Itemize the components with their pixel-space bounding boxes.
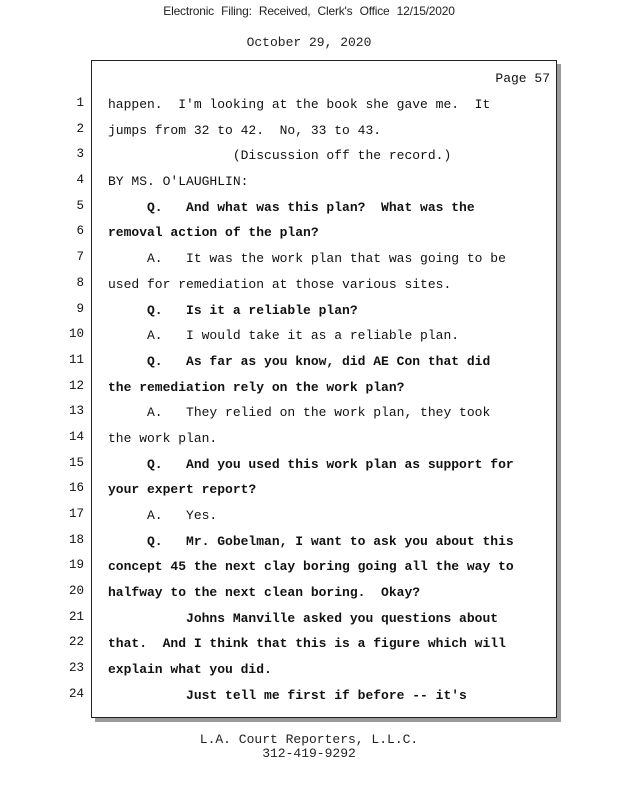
- line-number: 13: [68, 404, 84, 419]
- reporter-company: L.A. Court Reporters, L.L.C.: [199, 732, 419, 747]
- reporter-phone: 312-419-9292: [262, 746, 356, 761]
- transcript-line: (Discussion off the record.): [108, 148, 452, 164]
- transcript-line: Q. Mr. Gobelman, I want to ask you about this: [108, 533, 514, 549]
- line-number: 23: [68, 661, 84, 676]
- line-number: 6: [76, 224, 84, 239]
- transcript-line: A. It was the work plan that was going to be: [108, 251, 506, 267]
- line-number: 19: [68, 558, 84, 573]
- line-number: 10: [68, 327, 84, 342]
- transcript-line: used for remediation at those various sites.: [108, 276, 452, 292]
- line-number: 1: [76, 96, 84, 110]
- transcript-line: happen. I'm looking at the book she gave me. It: [108, 97, 491, 112]
- line-number: 3: [76, 147, 84, 162]
- line-number: 2: [76, 121, 84, 136]
- deposition-date: October 29, 2020: [246, 35, 372, 50]
- filing-stamp: Electronic Filing: Received, Clerk's Office 12/15/2020: [163, 4, 455, 18]
- line-number: 12: [68, 378, 84, 393]
- transcript-line: halfway to the next clean boring. Okay?: [108, 585, 421, 601]
- transcript-line: the remediation rely on the work plan?: [108, 379, 405, 395]
- transcript-line: concept 45 the next clay boring going all the way to: [108, 559, 514, 575]
- line-number: 17: [68, 507, 84, 521]
- transcript-lines: [108, 92, 548, 709]
- transcript-line: A. They relied on the work plan, they took: [108, 405, 491, 421]
- line-number: 4: [76, 173, 84, 188]
- line-number: 11: [68, 352, 84, 367]
- line-number: 8: [76, 275, 84, 290]
- transcript-line: Q. And you used this work plan as support for: [108, 456, 514, 472]
- line-number: 9: [76, 301, 84, 316]
- line-number: 16: [68, 481, 84, 496]
- transcript-line: Just tell me first if before -- it's: [108, 687, 467, 703]
- transcript-line: removal action of the plan?: [108, 225, 319, 241]
- line-number: 7: [76, 250, 84, 265]
- transcript-line: jumps from 32 to 42. No, 33 to 43.: [108, 122, 382, 138]
- transcript-line: the work plan.: [108, 430, 218, 446]
- transcript-line: A. I would take it as a reliable plan.: [108, 328, 460, 344]
- line-number: 24: [68, 686, 84, 701]
- transcript-page: [91, 60, 557, 718]
- transcript-line: A. Yes.: [108, 508, 218, 523]
- line-number: 5: [76, 198, 84, 213]
- transcript-line: Q. As far as you know, did AE Con that did: [108, 353, 491, 369]
- transcript-line: BY MS. O'LAUGHLIN:: [108, 174, 249, 190]
- transcript-line: Q. And what was this plan? What was the: [108, 199, 475, 215]
- line-numbers: [0, 91, 86, 708]
- line-number: 14: [68, 429, 84, 444]
- transcript-line: Johns Manville asked you questions about: [108, 610, 499, 626]
- transcript-line: your expert report?: [108, 482, 257, 498]
- line-number: 15: [68, 455, 84, 470]
- line-number: 18: [68, 532, 84, 547]
- line-number: 20: [68, 584, 84, 599]
- line-number: 22: [68, 635, 84, 650]
- transcript-line: explain what you did.: [108, 662, 272, 678]
- line-number: 21: [68, 609, 84, 624]
- transcript-line: Q. Is it a reliable plan?: [108, 302, 358, 318]
- page-number: Page 57: [495, 71, 550, 86]
- footer: [0, 733, 618, 761]
- transcript-line: that. And I think that this is a figure which will: [108, 636, 506, 652]
